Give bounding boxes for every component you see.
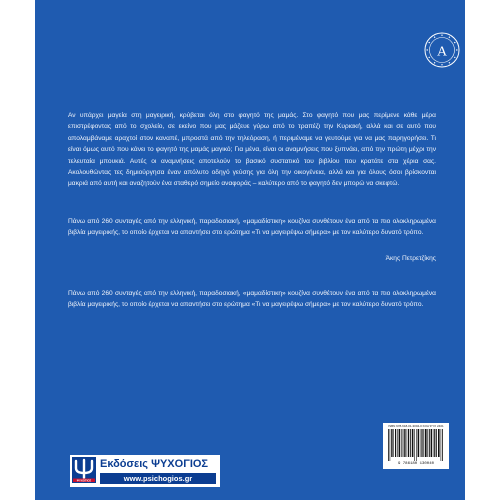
barcode-bars-icon xyxy=(387,429,445,461)
blurb-paragraph-1: Αν υπάρχει μαγεία στη μαγειρική, κρύβεται όλη στο φαγητό της μαμάς. Στο φαγητό που μας περίμενε κάθε μέρα επιστρέφοντας από το σχολείο, σε εκείνο που μας μάζευε γύρω από το τραπέζι την Κυριακή, αλλά και σε αυτό που απολαμβάναμε αραχτοί στον καναπέ, μπροστά από την τηλεόραση, ή περιμέναμε να γευτούμε για να μας παρηγορήσει. Τι είναι όμως αυτό που κάνει το φαγητό της μαμάς μαγικό; Για μένα, είναι οι αναμνήσεις που ξυπνάει, από την πρώτη μέχρι την τελευταία μπουκιά. Αυτές οι αναμνήσεις αποτελούν το βασικό συστατικό του βιβλίου που κρατάτε στα χέρια σας. Ακολουθώντας τες δημιούργησα έναν απόλυτο οδηγό γεύσης για όλη την οικογένεια, αλλά και για όλους όσοι βρίσκονται μακριά από αυτή και αναζητούν ένα σταθερό σημείο αναφοράς – καλύτερο από το φαγητό δεν μπορώ να σκεφτώ. xyxy=(68,112,436,188)
publisher-url[interactable]: www.psichogios.gr xyxy=(123,474,193,483)
seal-letter: A xyxy=(436,44,448,60)
emblem-label: ΨΥΧΟΓΙΟΣ xyxy=(76,478,92,483)
circular-letter-a-seal-icon xyxy=(424,32,460,68)
author-signature: Άκης Πετρετζίκης xyxy=(385,255,436,262)
blurb-paragraph-2: Πάνω από 260 συνταγές από την ελληνική, παραδοσιακή, «μαμαδίστικη» κουζίνα συνθέτουν ένα από τα πιο ολοκληρωμένα βιβλία μαγειρικής, το οποίο έρχεται να απαντήσει στο ερώτημα «Τι να μαγειρέψω σήμερα» με τον καλύτερο δυνατό τρόπο. xyxy=(68,218,436,237)
barcode-digits: 9 786180 130040 xyxy=(397,462,434,466)
barcode xyxy=(383,423,449,469)
publisher-logo[interactable] xyxy=(70,455,220,487)
psi-emblem-icon xyxy=(72,457,96,483)
back-cover xyxy=(35,0,465,500)
publisher-name: Εκδόσεις ΨΥΧΟΓΙΟΣ xyxy=(100,458,209,470)
blurb-paragraph-3: Πάνω από 260 συνταγές από την ελληνική, παραδοσιακή, «μαμαδίστικη» κουζίνα συνθέτουν ένα από τα πιο ολοκληρωμένα βιβλία μαγειρικής, το οποίο έρχεται να απαντήσει στο ερώτημα «Τι να μαγειρέψω σήμερα» με τον καλύτερο δυνατό τρόπο. xyxy=(68,290,436,309)
publisher-url-bar xyxy=(100,473,216,484)
isbn-label: ISBN 978-618-01-3004-0 KOA ΨΥΧ 2401 xyxy=(388,424,444,428)
